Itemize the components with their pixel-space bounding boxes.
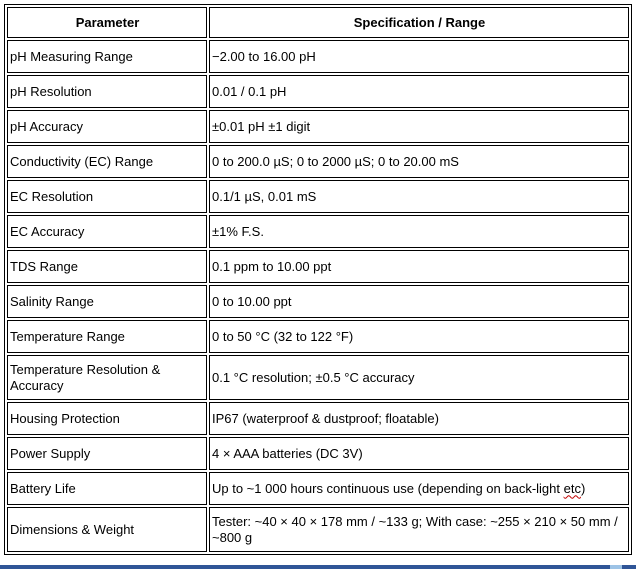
specification-cell: 0.1 °C resolution; ±0.5 °C accuracy <box>209 355 629 400</box>
parameter-cell: pH Measuring Range <box>7 40 207 73</box>
column-header-parameter: Parameter <box>7 7 207 38</box>
table-row <box>7 507 629 552</box>
parameter-cell: Temperature Range <box>7 320 207 353</box>
table-row <box>7 180 629 213</box>
specification-cell: IP67 (waterproof & dustproof; floatable) <box>209 402 629 435</box>
bottom-bar-accent <box>610 565 622 569</box>
column-header-specification: Specification / Range <box>209 7 629 38</box>
parameter-cell: Conductivity (EC) Range <box>7 145 207 178</box>
specification-cell: ±1% F.S. <box>209 215 629 248</box>
parameter-cell: EC Accuracy <box>7 215 207 248</box>
window-bottom-bar <box>0 565 636 569</box>
specification-text: ) <box>580 480 586 496</box>
specification-cell: 0.1/1 µS, 0.01 mS <box>209 180 629 213</box>
specification-text: Up to ~1 000 hours continuous use (depending on back-light <box>212 480 564 496</box>
specification-cell: 4 × AAA batteries (DC 3V) <box>209 437 629 470</box>
specification-cell: 0.1 ppm to 10.00 ppt <box>209 250 629 283</box>
specification-cell: ±0.01 pH ±1 digit <box>209 110 629 143</box>
specification-cell: 0.01 / 0.1 pH <box>209 75 629 108</box>
specification-cell <box>209 472 629 505</box>
parameter-cell: Temperature Resolution & Accuracy <box>7 355 207 400</box>
table-row <box>7 355 629 400</box>
table-row <box>7 320 629 353</box>
specification-table <box>4 4 632 555</box>
specification-cell: 0 to 200.0 µS; 0 to 2000 µS; 0 to 20.00 mS <box>209 145 629 178</box>
parameter-cell: TDS Range <box>7 250 207 283</box>
parameter-cell: pH Accuracy <box>7 110 207 143</box>
table-row <box>7 145 629 178</box>
parameter-cell: Salinity Range <box>7 285 207 318</box>
spellcheck-flagged-word: etc <box>563 480 581 496</box>
table-row <box>7 250 629 283</box>
parameter-cell: EC Resolution <box>7 180 207 213</box>
specification-cell: Tester: ~40 × 40 × 178 mm / ~133 g; With case: ~255 × 210 × 50 mm / ~800 g <box>209 507 629 552</box>
specification-cell: 0 to 10.00 ppt <box>209 285 629 318</box>
specification-cell: 0 to 50 °C (32 to 122 °F) <box>209 320 629 353</box>
specification-cell: −2.00 to 16.00 pH <box>209 40 629 73</box>
parameter-cell: Dimensions & Weight <box>7 507 207 552</box>
parameter-cell: Battery Life <box>7 472 207 505</box>
parameter-cell: Power Supply <box>7 437 207 470</box>
table-row <box>7 437 629 470</box>
table-row <box>7 402 629 435</box>
table-header-row <box>7 7 629 38</box>
table-row <box>7 472 629 505</box>
table-row <box>7 40 629 73</box>
parameter-cell: Housing Protection <box>7 402 207 435</box>
table-row <box>7 285 629 318</box>
parameter-cell: pH Resolution <box>7 75 207 108</box>
table-row <box>7 110 629 143</box>
table-row <box>7 215 629 248</box>
table-row <box>7 75 629 108</box>
